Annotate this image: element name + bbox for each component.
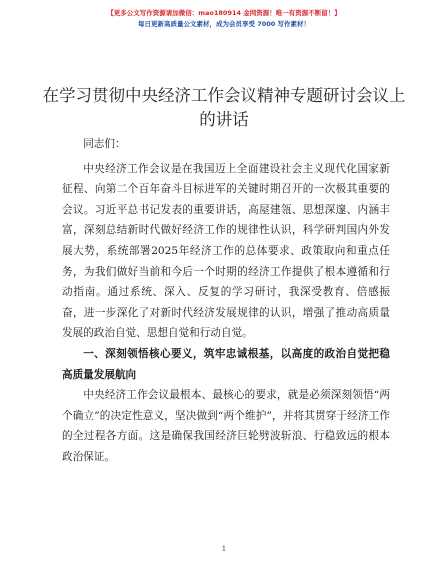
paragraph-section-1: 中央经济工作会议最根本、最核心的要求，就是必须深刻领悟“两个确立”的决定性意义，坚决做到“两个维护”，并将其贯穿于经济工作的全过程各方面。这是确保我国经济巨轮劈波斩浪、行稳致远的根本政治保证。 bbox=[62, 389, 390, 463]
document-body bbox=[62, 134, 390, 468]
paragraph-intro: 中央经济工作会议是在我国迈上全面建设社会主义现代化国家新征程、向第二个百年奋斗目标进军的关键时期召开的一次极其重要的会议。习近平总书记发表的重要讲话，高屋建瓴、思想深邃、内涵丰富，深刻总结新时代做好经济工作的规律性认识，科学研判国内外发展大势，系统部署2025年经济工作的总体要求、政策取向和重点任务，为我们做好当前和今后一个时期的经济工作提供了根本遵循和行动指南。通过系统、深入、反复的学习研讨，我深受教育、倍感振奋，进一步深化了对新时代经济发展规律的认识，增强了推动高质量发展的政治自觉、思想自觉和行动自觉。 bbox=[62, 162, 390, 340]
promo-banner bbox=[0, 8, 448, 30]
document-title: 在学习贯彻中央经济工作会议精神专题研讨会议上的讲话 bbox=[42, 86, 406, 129]
promo-line-1: 【更多公文写作资源请加微信：mao180914 金网资源！唯一有资源不断留！】 bbox=[107, 9, 341, 17]
page-number: 1 bbox=[221, 545, 227, 553]
promo-line-2: 每日更新高质量公文素材，成为会员享受 7000 写作素材！ bbox=[137, 20, 311, 28]
section-heading-1: 一、深刻领悟核心要义，筑牢忠诚根基，以高度的政治自觉把稳高质量发展航向 bbox=[62, 347, 390, 381]
salutation: 同志们： bbox=[83, 138, 126, 150]
